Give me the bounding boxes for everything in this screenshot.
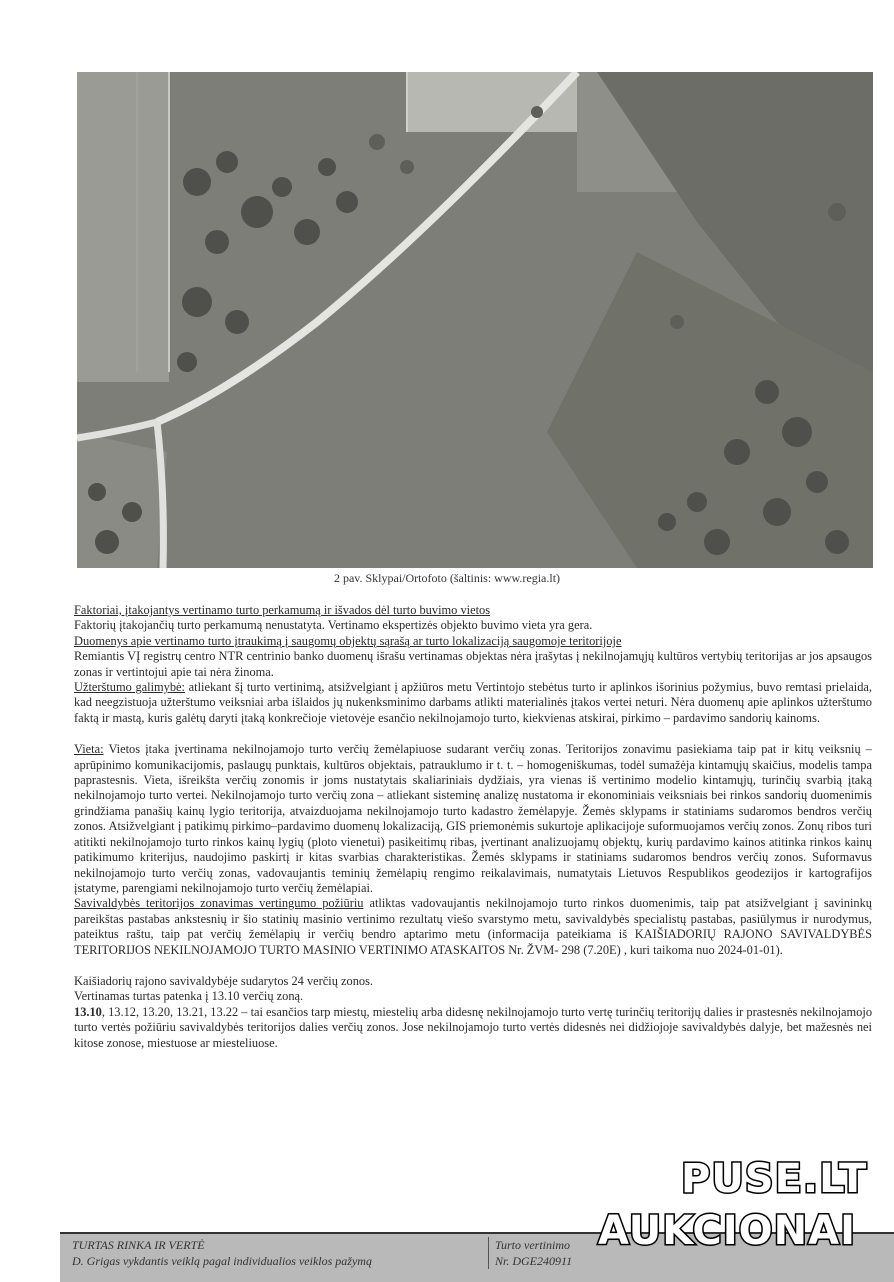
footer-report-title: Turto vertinimo: [495, 1238, 571, 1252]
zones-count: Kaišiadorių rajono savivaldybėje sudarytos 24 verčių zonos.: [74, 973, 374, 988]
zoning-text: atliktas vadovaujantis nekilnojamojo turto rinkos duomenimis, taip pat atsižvelgiant į savininkų pareikštas pastabas ankstesnių ir šio statinių masinio vertinimo rezultatų viešo svarstymo metu, savivaldybės specialistų pastabas, pasiūlymus ir nurodymus, pateiktus raštu, taip pat verčių žemėlapių ir verčių bendro aptarimo metu (informacija pateikiama iš KAIŠIADORIŲ RAJONO SAVIVALDYBĖS TERITORIJOS NEKILNOJAMOJO TURTO MASINIO VERTINIMO ATASKAITOS Nr. ŽVM- 298 (7.20E) , kuri taikoma nuo 2024-01-01).: [74, 896, 872, 957]
footer-company-detail: D. Grigas vykdantis veiklą pagal individualios veiklos pažymą: [72, 1254, 372, 1268]
zones-text: , 13.12, 13.20, 13.21, 13.22 – tai esančios tarp miestų, miestelių arba didesnę nekilnojamojo turto vertę turinčių teritorijų dalies ir prastesnės nekilnojamojo turto vertės požiūriu savivaldybės teritorijos dalies verčių zonos. Jose nekilnojamojo turto vertės didesnės nei didžiojoje savivaldybės dalyje, bet mažesnės nei kitose zonose, miestuose ar miesteliuose.: [74, 1004, 873, 1050]
pollution-text: atliekant šį turto vertinimą, atsižvelgiant į apžiūros metu Vertintojo stebėtus turto ir aplinkos išorinius požymius, buvo remtasi prielaida, kad neegzistuoja užterštumo veiksniai arba išlaidos jų nukenksminimo darbams atlikti materialinės įtakos vertei neturi. Nėra duomenų apie aplinkos užterštumo faktą ir mastą, kuris galėtų daryti įtaką konkrečioje vietovėje esančio nekilnojamojo turto, kiekvienas atskirai, pirkimo – pardavimo sandorių kainoms.: [74, 680, 872, 725]
zone-assignment: Vertinamas turtas patenka į 13.10 verčių zoną.: [74, 989, 304, 1004]
factors-text: Faktorių įtakojančių turto perkamumą nenustatyta. Vertinamo ekspertizės objekto buvimo vieta yra gera.: [74, 618, 593, 633]
pollution-label: Užterštumo galimybė:: [74, 680, 185, 695]
footer-company: [72, 1237, 372, 1269]
zones-bold: 13.10: [74, 1004, 102, 1019]
watermark-aukcionai: AUKCIONAI: [598, 1208, 856, 1254]
zoning-label: Savivaldybės teritorijos zonavimas vertingumo požiūriu: [74, 896, 364, 911]
footer-report: [488, 1237, 572, 1269]
factors-heading: Faktoriai, įtakojantys vertinamo turto perkamumą ir išvados dėl turto buvimo vietos: [74, 603, 491, 617]
watermark-puse: PUSE.LT: [681, 1156, 868, 1202]
location-text: Vietos įtaka įvertinama nekilnojamojo turto verčių žemėlapiuose sudarant verčių zonas. Teritorijos zonavimu pasiekiama taip pat ir kitų veiksnių – aprūpinimo komunikacijomis, paslaugų punktais, kultūros objektais, patrauklumo ir t. t. – homogeniškumas, todėl sumažėja kintamųjų skaičius, modelis tampa paprastesnis. Vieta, išreikšta verčių zonomis ir joms nustatytais skaliariniais dydžiais, yra vienas iš vertinimo modelio kintamųjų, turinčių svarbią įtaką nekilnojamojo turto vertei. Nekilnojamojo turto verčių zona – atliekant sisteminę analizę nustatoma ir ekonominiais veiksniais bei rinkos sandorių duomenimis grindžiama panašių kainų lygio teritorija, atvaizduojama nekilnojamojo turto kadastro žemėlapyje. Žemės sklypams ir statiniams sudaromos bendros verčių zonos. Atsižvelgiant į patikimų pirkimo–pardavimo duomenų lokalizaciją, GIS priemonėmis sukurtoje aplikacijoje suformuojamos verčių zonos. Zonų ribos turi atitikti nekilnojamojo turto rinkos kainų lygių (ploto vienetui) pasikeitimų ribas, įvertinant analizuojamų objektų, kurių pardavimo kainos atitinka rinkos kainų patikimumo kriterijus, naudojimo paskirtį ir kitas svarbias charakteristikas. Žemės sklypams ir statiniams sudaromos bendros verčių zonos. Suformavus nekilnojamojo turto verčių zonas, vadovaujantis teminių žemėlapių rengimo reikalavimais, numatytais Lietuvos Respublikos geodezijos ir kartografijos įstatyme, parengiami nekilnojamojo turto verčių žemėlapiai.: [74, 742, 872, 895]
ortophoto-image: [77, 72, 873, 568]
body-text: [74, 603, 872, 1051]
figure-caption: 2 pav. Sklypai/Ortofoto (šaltinis: www.regia.lt): [333, 571, 561, 585]
location-label: Vieta:: [74, 742, 104, 757]
heritage-heading: Duomenys apie vertinamo turto įtraukimą į saugomų objektų sąrašą ar turto lokalizaciją saugomoje teritorijoje: [74, 633, 622, 648]
footer-company-name: TURTAS RINKA IR VERTĖ: [72, 1238, 205, 1252]
footer-report-number: Nr. DGE240911: [495, 1254, 573, 1268]
heritage-text: Remiantis VĮ registrų centro NTR centrinio banko duomenų išrašu vertinamas objektas nėra įrašytas į nekilnojamųjų kultūros vertybių teritorijas ar jos apsaugos zonas ir vertintojui apie tai nėra žinoma.: [74, 649, 872, 679]
